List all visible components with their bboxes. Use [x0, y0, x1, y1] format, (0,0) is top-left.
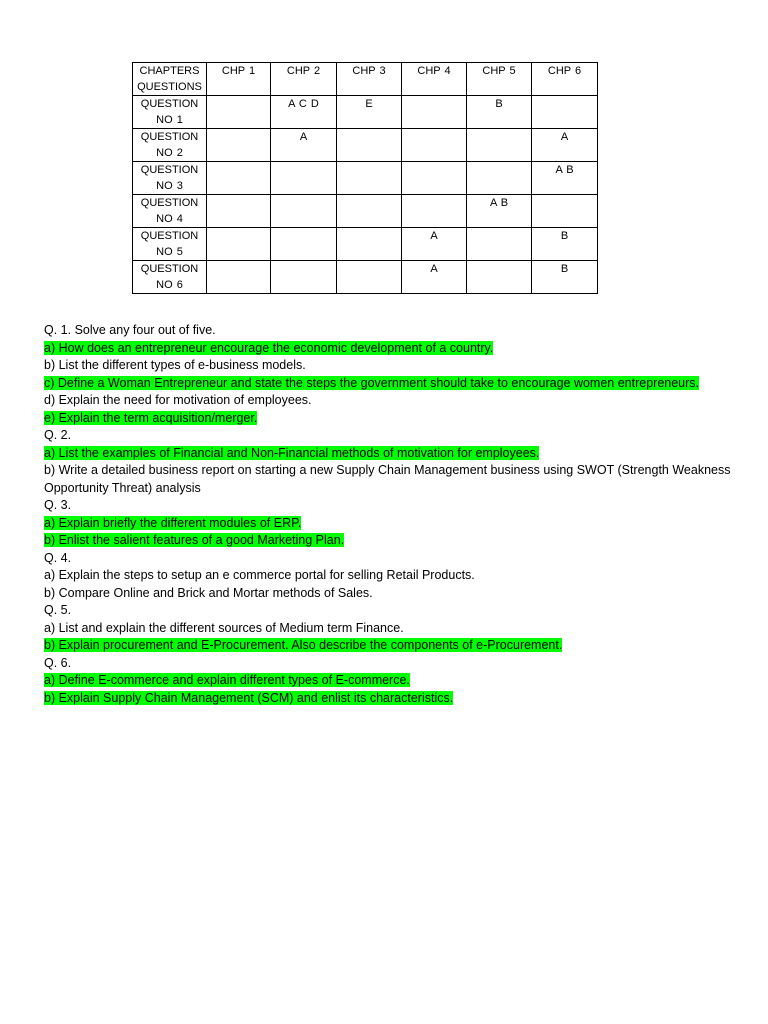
question-5b [44, 637, 734, 655]
table-cell [271, 195, 337, 228]
question-2a [44, 445, 734, 463]
table-row [133, 195, 598, 228]
table-cell: B [532, 228, 598, 261]
highlighted-question-text: c) Define a Woman Entrepreneur and state the steps the government should take to encourage women entrepreneurs. [44, 375, 700, 390]
table-cell [207, 261, 271, 294]
header-cell-chp-5: CHP 5 [467, 63, 532, 96]
question-4a [44, 567, 734, 585]
question-1a [44, 340, 734, 358]
header-cell-chapters-questions: CHAPTERS QUESTIONS [133, 63, 207, 96]
row-label-question-3: QUESTION NO 3 [133, 162, 207, 195]
table-cell [337, 261, 402, 294]
table-cell [532, 195, 598, 228]
table-row [133, 261, 598, 294]
question-3-heading [44, 497, 734, 515]
row-label-question-1: QUESTION NO 1 [133, 96, 207, 129]
table-cell [337, 195, 402, 228]
highlighted-question-text: a) Explain briefly the different modules of ERP. [44, 515, 302, 530]
table-cell: A B [467, 195, 532, 228]
table-cell [271, 228, 337, 261]
table-row [133, 228, 598, 261]
table-cell [207, 96, 271, 129]
highlighted-question-text: b) Explain procurement and E-Procurement. Also describe the components of e-Procurement. [44, 638, 563, 652]
table-cell [207, 162, 271, 195]
question-text: Q. 5. [44, 603, 72, 617]
question-text: Q. 3. [44, 498, 72, 512]
header-cell-chp-6: CHP 6 [532, 63, 598, 96]
table-cell: A B [532, 162, 598, 195]
table-row [133, 162, 598, 195]
highlighted-question-text: b) Enlist the salient features of a good Marketing Plan. [44, 533, 345, 547]
row-label-question-6: QUESTION NO 6 [133, 261, 207, 294]
question-text: a) List and explain the different sources of Medium term Finance. [44, 620, 404, 635]
highlighted-question-text: a) List the examples of Financial and Non-Financial methods of motivation for employees. [44, 445, 540, 460]
question-text: Q. 4. [44, 550, 72, 565]
table-cell [207, 195, 271, 228]
question-5-heading [44, 602, 734, 620]
question-text: d) Explain the need for motivation of employees. [44, 393, 312, 407]
question-text: Q. 6. [44, 655, 72, 670]
question-text: b) Write a detailed business report on starting a new Supply Chain Management business using SWOT (Strength Weakness Opportunity Threat) analysis [44, 463, 731, 495]
table-cell [402, 195, 467, 228]
table-row [133, 129, 598, 162]
table-cell [467, 129, 532, 162]
table-cell [337, 228, 402, 261]
highlighted-question-text: a) Define E-commerce and explain different types of E-commerce. [44, 673, 410, 687]
table-row [133, 96, 598, 129]
question-6-heading [44, 655, 734, 673]
table-cell [337, 162, 402, 195]
table-cell [337, 129, 402, 162]
question-text: b) List the different types of e-business models. [44, 358, 306, 372]
question-list [44, 322, 734, 707]
highlighted-question-text: e) Explain the term acquisition/merger. [44, 410, 258, 425]
question-1e [44, 410, 734, 428]
row-label-question-2: QUESTION NO 2 [133, 129, 207, 162]
table-cell [467, 162, 532, 195]
highlighted-question-text: a) How does an entrepreneur encourage the economic development of a country. [44, 340, 494, 355]
table-header-row [133, 63, 598, 96]
table-cell: A [402, 261, 467, 294]
row-label-question-4: QUESTION NO 4 [133, 195, 207, 228]
question-6a [44, 672, 734, 690]
question-4-heading [44, 550, 734, 568]
question-4b [44, 585, 734, 603]
question-text: Q. 1. Solve any four out of five. [44, 323, 216, 337]
table-cell: A [271, 129, 337, 162]
question-1d [44, 392, 734, 410]
question-text: Q. 2. [44, 428, 72, 442]
question-text: b) Compare Online and Brick and Mortar methods of Sales. [44, 585, 373, 600]
table-cell [467, 261, 532, 294]
header-cell-chp-1: CHP 1 [207, 63, 271, 96]
header-cell-chp-2: CHP 2 [271, 63, 337, 96]
table-cell [402, 162, 467, 195]
question-3a [44, 515, 734, 533]
table-cell: B [467, 96, 532, 129]
question-1b [44, 357, 734, 375]
table-cell: B [532, 261, 598, 294]
table-cell [271, 162, 337, 195]
table-cell: A C D [271, 96, 337, 129]
header-cell-chp-3: CHP 3 [337, 63, 402, 96]
table-cell: A [532, 129, 598, 162]
table-cell [532, 96, 598, 129]
table-cell [402, 129, 467, 162]
question-6b [44, 690, 734, 708]
question-5a [44, 620, 734, 638]
question-text: a) Explain the steps to setup an e commerce portal for selling Retail Products. [44, 568, 475, 582]
table-cell: A [402, 228, 467, 261]
row-label-question-5: QUESTION NO 5 [133, 228, 207, 261]
question-2-heading [44, 427, 734, 445]
table-cell [402, 96, 467, 129]
question-2b [44, 462, 734, 497]
table-cell [467, 228, 532, 261]
highlighted-question-text: b) Explain Supply Chain Management (SCM) and enlist its characteristics. [44, 690, 454, 705]
question-1-heading [44, 322, 734, 340]
table-cell [207, 228, 271, 261]
question-1c [44, 375, 734, 393]
chapter-question-table [132, 62, 598, 294]
table-cell [271, 261, 337, 294]
table-cell [207, 129, 271, 162]
question-3b [44, 532, 734, 550]
table-cell: E [337, 96, 402, 129]
header-cell-chp-4: CHP 4 [402, 63, 467, 96]
